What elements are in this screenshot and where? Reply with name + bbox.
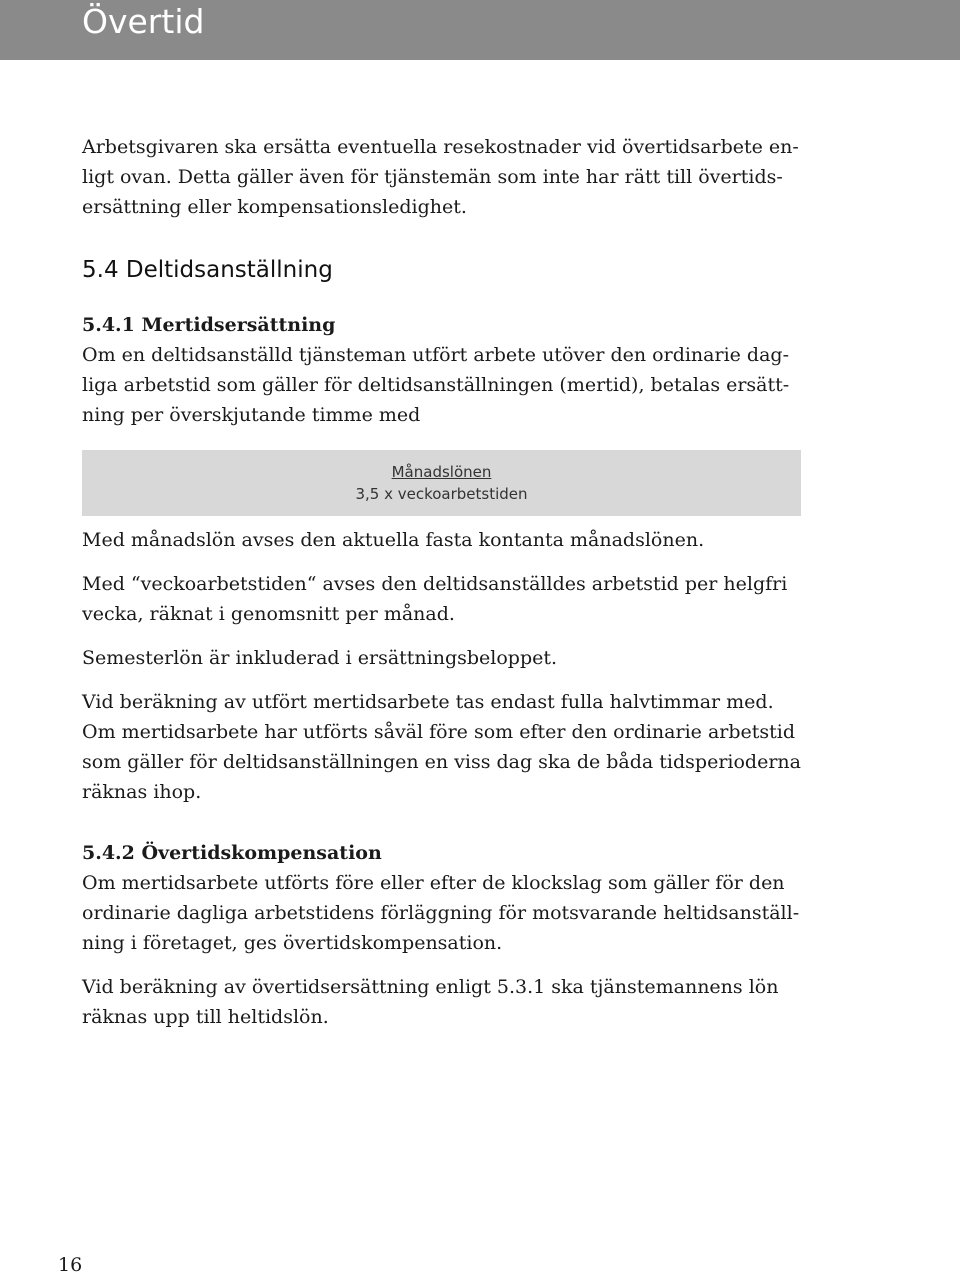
veckoarbetstid-paragraph <box>82 569 806 629</box>
formula-numerator: Månadslönen <box>391 463 492 481</box>
text-line: räknas ihop. <box>82 781 202 803</box>
formula-box <box>82 450 801 516</box>
text-line: vecka, räknat i genomsnitt per månad. <box>82 603 455 625</box>
chapter-title: Övertid <box>82 2 205 41</box>
manadslon-paragraph: Med månadslön avses den aktuella fasta kontanta månadslönen. <box>82 529 705 551</box>
text-line: Vid beräkning av övertidsersättning enligt 5.3.1 ska tjänstemannens lön <box>82 976 779 998</box>
overtidskompensation-paragraph <box>82 868 806 958</box>
text-line: ning i företaget, ges övertidskompensation. <box>82 932 503 954</box>
text-line: Om mertidsarbete utförts före eller efter de klockslag som gäller för den <box>82 872 785 894</box>
text-line: som gäller för deltidsanställningen en viss dag ska de båda tidsperioderna <box>82 751 801 773</box>
text-line: Arbetsgivaren ska ersätta eventuella resekostnader vid övertidsarbete en- <box>82 136 799 158</box>
text-line: Om en deltidsanställd tjänsteman utfört arbete utöver den ordinarie dag- <box>82 344 790 366</box>
berakning-paragraph <box>82 687 806 807</box>
mertid-paragraph <box>82 340 806 430</box>
text-line: räknas upp till heltidslön. <box>82 1006 329 1028</box>
page-number: 16 <box>58 1254 83 1276</box>
subsection-heading-5-4-1: 5.4.1 Mertidsersättning <box>82 314 336 336</box>
text-line: Med “veckoarbetstiden“ avses den deltidsanställdes arbetstid per helgfri <box>82 573 788 595</box>
semesterlon-paragraph: Semesterlön är inkluderad i ersättningsbeloppet. <box>82 647 558 669</box>
text-line: ligt ovan. Detta gäller även för tjänstemän som inte har rätt till övertids- <box>82 166 783 188</box>
text-line: ordinarie dagliga arbetstidens förläggning för motsvarande heltidsanställ- <box>82 902 800 924</box>
subsection-heading-5-4-2: 5.4.2 Övertidskompensation <box>82 842 382 864</box>
formula-denominator: 3,5 x veckoarbetstiden <box>355 485 528 503</box>
page-content <box>82 132 806 1032</box>
text-line: ersättning eller kompensationsledighet. <box>82 196 467 218</box>
section-heading-5-4: 5.4 Deltidsanställning <box>82 257 333 283</box>
text-line: liga arbetstid som gäller för deltidsanställningen (mertid), betalas ersätt- <box>82 374 790 396</box>
text-line: ning per överskjutande timme med <box>82 404 421 426</box>
text-line: Vid beräkning av utfört mertidsarbete tas endast fulla halvtimmar med. <box>82 691 774 713</box>
text-line: Om mertidsarbete har utförts såväl före som efter den ordinarie arbetstid <box>82 721 796 743</box>
chapter-header-band <box>0 0 960 60</box>
intro-paragraph <box>82 132 806 222</box>
heltidslon-paragraph <box>82 972 806 1032</box>
